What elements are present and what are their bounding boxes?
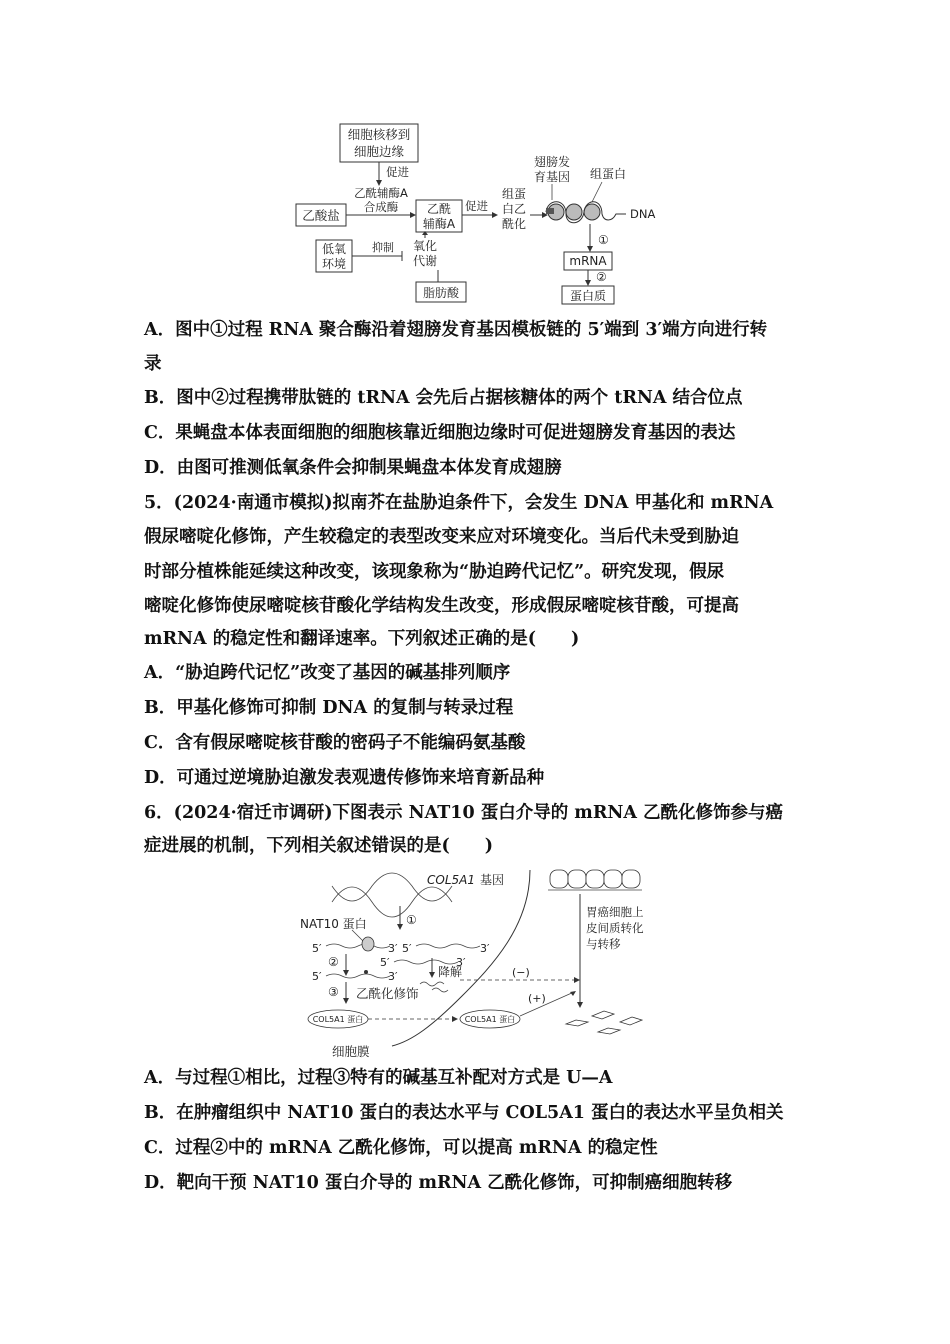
inhibit-sign: (−) (512, 966, 530, 979)
acetylation-label: 乙酰化修饰 (356, 986, 419, 1001)
prime3-a: 3′ (388, 942, 398, 955)
histone-label: 组蛋白 (589, 167, 627, 181)
emt-line1: 胃癌细胞上 (586, 905, 644, 919)
prime3-d: 3′ (388, 970, 398, 983)
q5-stem-line5: mRNA 的稳定性和翻译速率。下列叙述正确的是( ) (144, 629, 580, 649)
epithelial-cells-icon (548, 870, 642, 890)
prime3-c: 3′ (456, 956, 466, 969)
migrating-cancer-cells-icon (566, 1011, 642, 1034)
prime5-a: 5′ (312, 942, 322, 955)
histone-acetylation-2: 白乙 (501, 202, 527, 216)
q5-stem-line2: 假尿嘧啶化修饰，产生较稳定的表型改变来应对环境变化。当后代未受到胁迫 (144, 527, 739, 547)
step2-label: ② (596, 270, 607, 284)
protein-label: 蛋白质 (569, 289, 607, 303)
col5a1-protein-label-1: COL5A1 蛋白 (312, 1015, 364, 1024)
q5-option-c: C．含有假尿嘧啶核苷酸的密码子不能编码氨基酸 (144, 733, 526, 753)
process2-label: ② (328, 955, 339, 969)
col5a1-protein-label-2: COL5A1 蛋白 (464, 1015, 516, 1024)
q6-option-c: C．过程②中的 mRNA 乙酰化修饰，可以提高 mRNA 的稳定性 (144, 1138, 658, 1158)
oxidation-line2: 代谢 (412, 254, 438, 268)
q5-stem-line1: 5．(2024·南通市模拟)拟南芥在盐胁迫条件下，会发生 DNA 甲基化和 mRNA (144, 493, 774, 513)
inhibit-label: 抑制 (372, 241, 394, 254)
q6-stem-line2: 症进展的机制，下列相关叙述错误的是( ) (144, 836, 494, 856)
degrade-label: 降解 (438, 965, 463, 979)
q6-option-d: D．靶向干预 NAT10 蛋白介导的 mRNA 乙酰化修饰，可抑制癌细胞转移 (144, 1173, 733, 1193)
q5-stem-line4: 嘧啶化修饰使尿嘧啶核苷酸化学结构发生改变，形成假尿嘧啶核苷酸，可提高 (144, 596, 739, 616)
wing-gene-line2: 育基因 (533, 170, 571, 184)
fatty-acid-label: 脂肪酸 (422, 286, 460, 300)
oxidation-line1: 氧化 (412, 239, 438, 253)
acetate-label: 乙酸盐 (302, 208, 340, 223)
promote-sign: (+) (528, 992, 546, 1005)
nucleus-move-line1: 细胞核移到 (347, 127, 411, 142)
histone-acetylation-1: 组蛋 (501, 187, 527, 201)
wing-development-diagram (290, 118, 680, 308)
acetyl-coa-line1: 乙酰 (426, 202, 452, 216)
promote-label-2: 促进 (465, 199, 488, 213)
q4-option-b: B．图中②过程携带肽链的 tRNA 会先后占据核糖体的两个 tRNA 结合位点 (144, 388, 743, 408)
nat10-protein-icon (362, 937, 374, 951)
nucleus-move-line2: 细胞边缘 (353, 144, 405, 159)
enzyme-line1: 乙酰辅酶A (354, 186, 408, 200)
step1-label: ① (598, 233, 609, 247)
process3-label: ③ (328, 985, 339, 999)
membrane-label: 细胞膜 (332, 1044, 370, 1059)
q4-option-a-line2: 录 (144, 354, 162, 374)
nat10-label: NAT10 蛋白 (300, 917, 367, 931)
q4-option-c: C．果蝇盘本体表面细胞的细胞核靠近细胞边缘时可促进翅膀发育基因的表达 (144, 423, 736, 443)
q5-option-a: A．“胁迫跨代记忆”改变了基因的碱基排列顺序 (144, 663, 511, 683)
hypoxia-line2: 环境 (321, 257, 347, 271)
q6-stem-line1: 6．(2024·宿迁市调研)下图表示 NAT10 蛋白介导的 mRNA 乙酰化修饰参与癌 (144, 803, 784, 823)
emt-line3: 与转移 (586, 937, 621, 951)
process1-label: ① (406, 913, 417, 927)
hypoxia-line1: 低氧 (321, 242, 347, 256)
q4-option-a-line1: A．图中①过程 RNA 聚合酶沿着翅膀发育基因模板链的 5′端到 3′端方向进行转 (144, 320, 768, 340)
q5-stem-line3: 时部分植株能延续这种改变，该现象称为“胁迫跨代记忆”。研究发现，假尿 (144, 562, 725, 582)
prime3-b: 3′ (480, 942, 490, 955)
nat10-mechanism-diagram (292, 866, 672, 1061)
prime5-b: 5′ (402, 942, 412, 955)
col5a1-gene-suffix: 基因 (480, 873, 505, 887)
q5-option-b: B．甲基化修饰可抑制 DNA 的复制与转录过程 (144, 698, 514, 718)
emt-line2: 皮间质转化 (586, 921, 644, 935)
dna-label: DNA (630, 207, 656, 221)
prime5-c: 5′ (380, 956, 390, 969)
q6-option-b: B．在肿瘤组织中 NAT10 蛋白的表达水平与 COL5A1 蛋白的表达水平呈负相关 (144, 1103, 784, 1123)
histone-acetylation-3: 酰化 (501, 217, 527, 231)
q5-option-d: D．可通过逆境胁迫激发表观遗传修饰来培育新品种 (144, 768, 545, 788)
acetyl-coa-line2: 辅酶A (422, 217, 456, 231)
nucleosome-icon (546, 202, 626, 223)
promote-label-1: 促进 (386, 165, 409, 179)
enzyme-line2: 合成酶 (363, 200, 399, 214)
mrna-label: mRNA (569, 254, 607, 268)
wing-gene-line1: 翅膀发 (533, 155, 571, 169)
prime5-d: 5′ (312, 970, 322, 983)
col5a1-gene-name: COL5A1 (427, 873, 475, 887)
q4-option-d: D．由图可推测低氧条件会抑制果蝇盘本体发育成翅膀 (144, 458, 562, 478)
q6-option-a: A．与过程①相比，过程③特有的碱基互补配对方式是 U—A (144, 1068, 613, 1088)
